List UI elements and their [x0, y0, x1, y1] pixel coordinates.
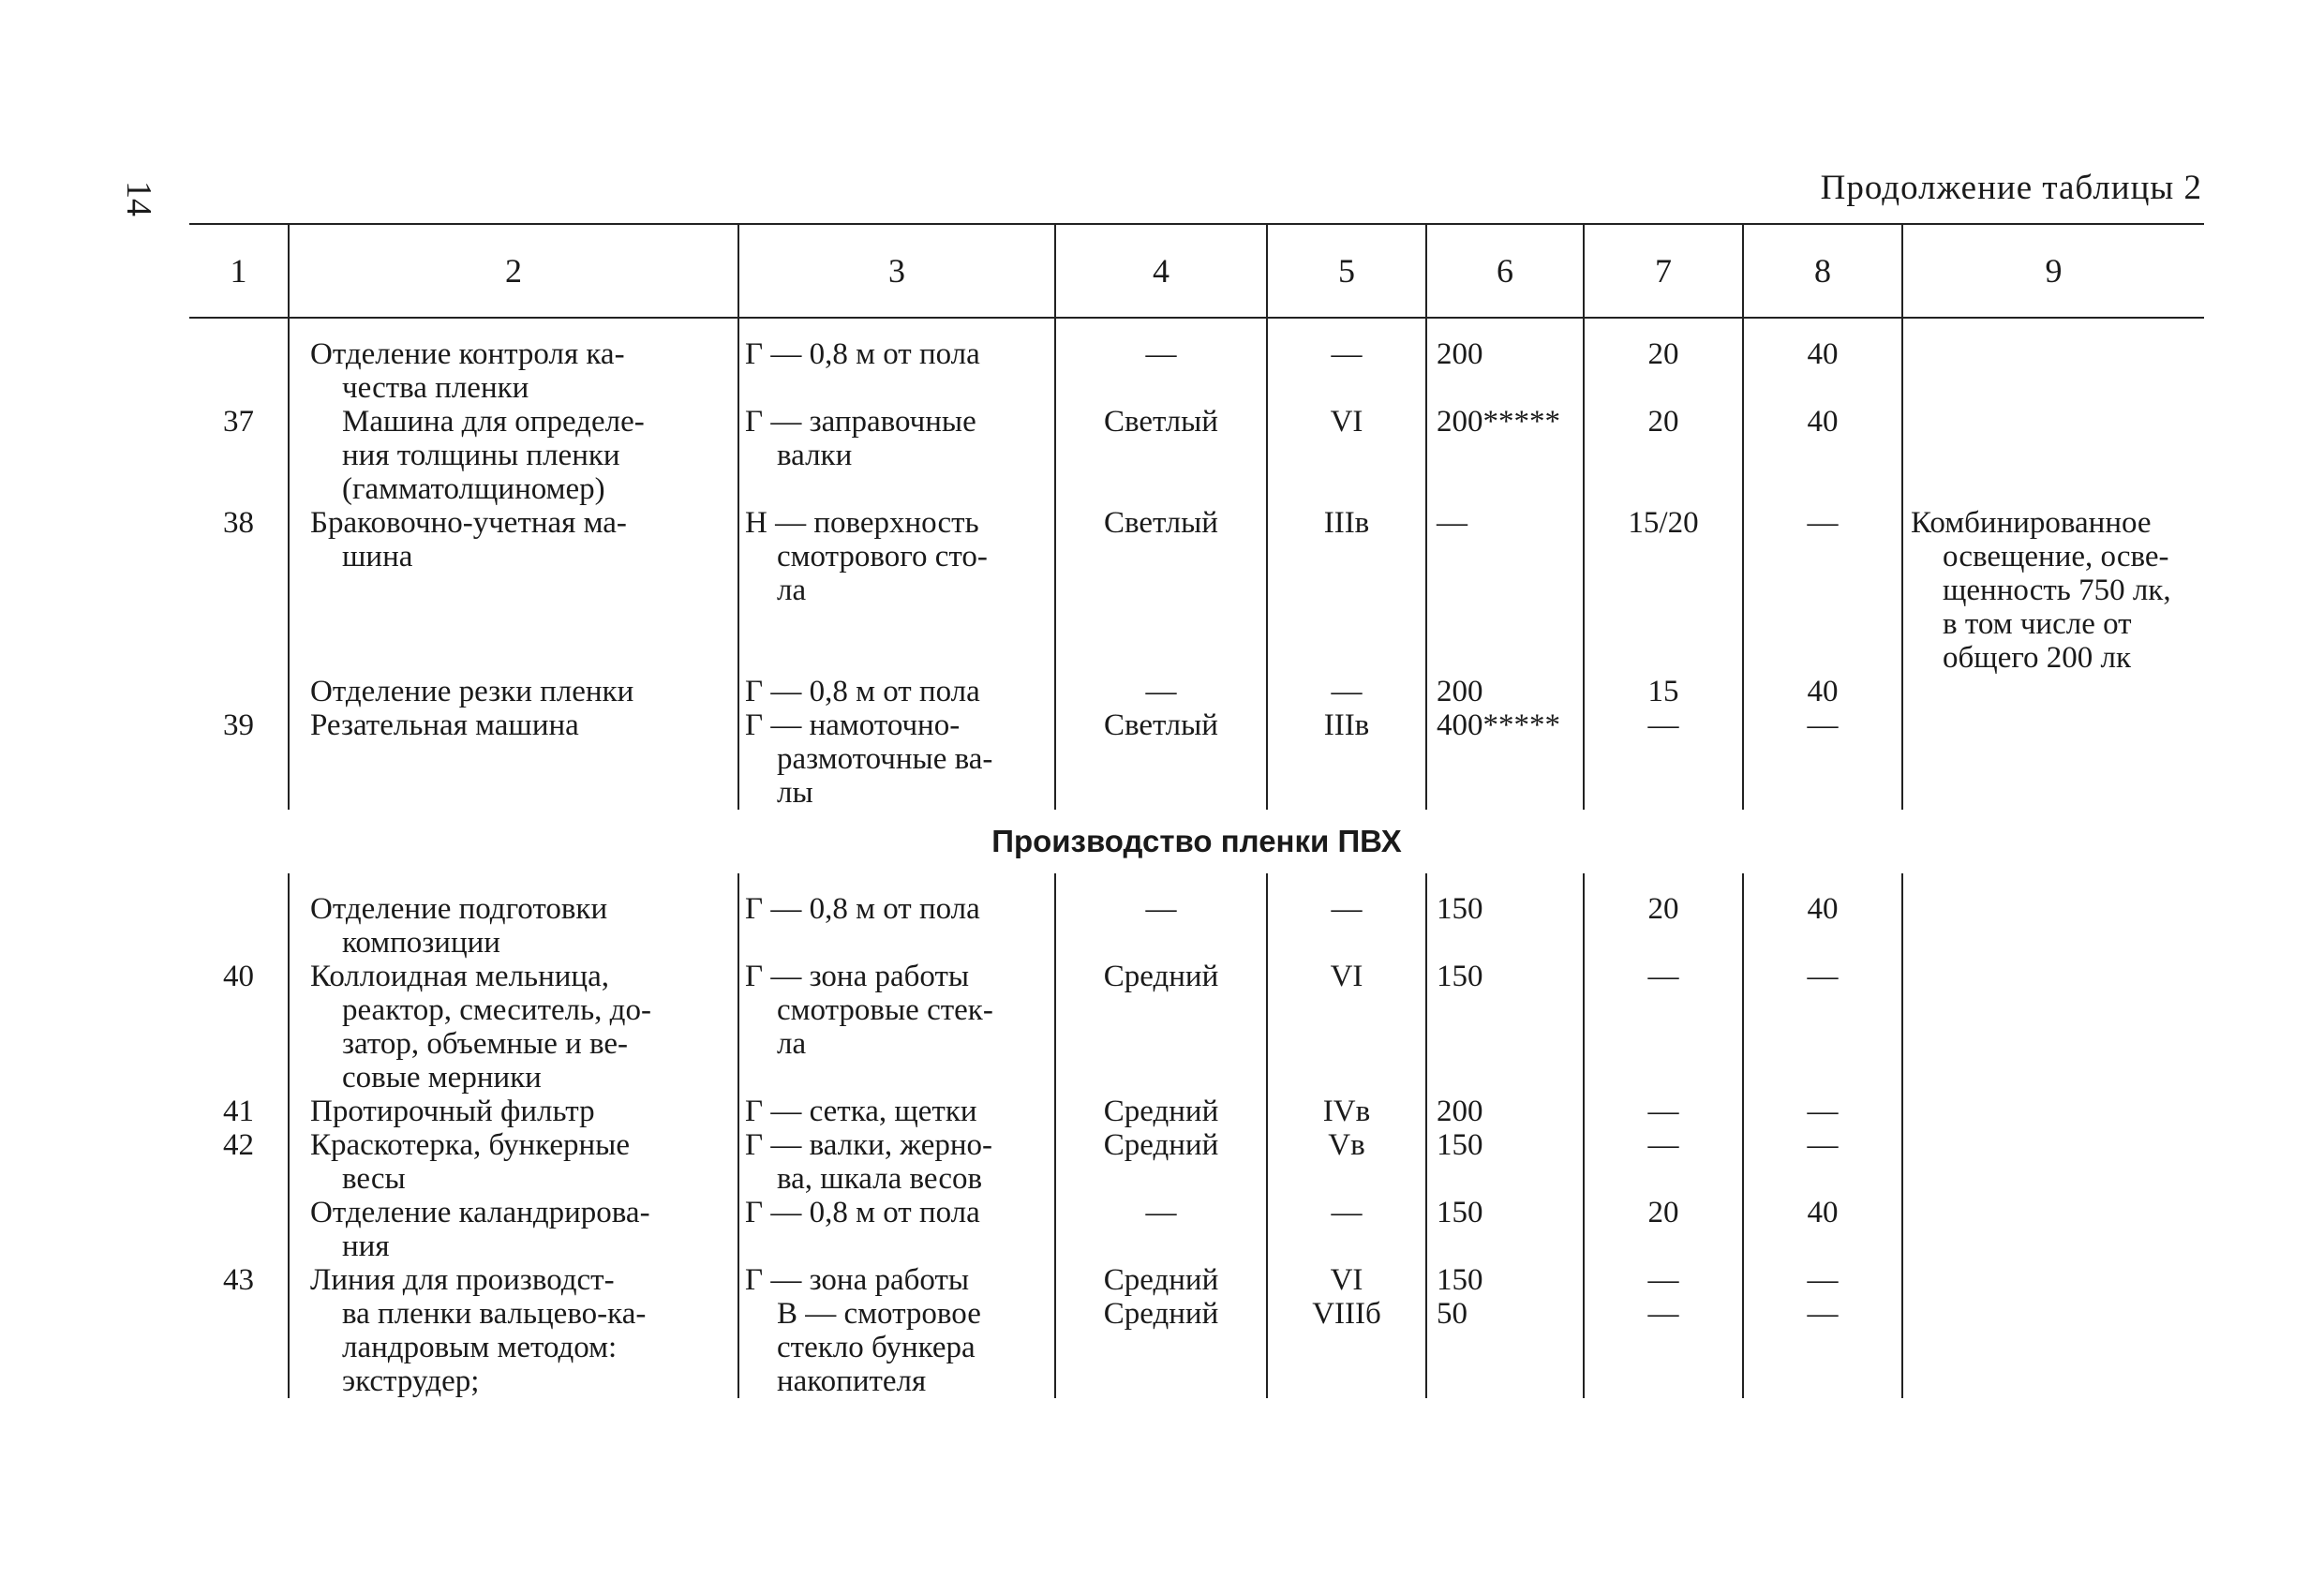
room-equipment-cell — [289, 675, 738, 708]
room-equipment-cell — [289, 960, 738, 1095]
cell-line: ла — [777, 574, 807, 607]
column-7-cell — [1584, 1196, 1743, 1263]
work-category-cell — [1267, 675, 1426, 708]
column-7-cell — [1584, 675, 1743, 708]
cell-value: 15/20 — [1628, 506, 1699, 540]
cell-line: Протирочный фильтр — [310, 1095, 595, 1128]
background-cell — [1055, 1263, 1267, 1398]
work-surface-cell — [738, 337, 1055, 405]
header-row — [189, 224, 2204, 318]
cell-value: — — [1331, 892, 1363, 926]
column-7-cell — [1584, 506, 1743, 675]
cell-line: ния — [342, 1229, 390, 1263]
room-equipment-cell — [289, 892, 738, 960]
cell-value: 40 — [1807, 405, 1839, 439]
column-7-cell — [1584, 1128, 1743, 1196]
page-number: 14 — [119, 181, 158, 216]
cell-line: — — [1807, 1297, 1839, 1331]
cell-line: смотрового сто- — [777, 540, 988, 574]
cell-value: VI — [1330, 960, 1363, 993]
work-category-cell — [1267, 708, 1426, 810]
cell-value: 40 — [1807, 675, 1839, 708]
cell-line: Браковочно-учетная ма- — [310, 506, 627, 540]
cell-value: IVв — [1322, 1095, 1371, 1128]
cell-value: Средний — [1103, 1095, 1219, 1128]
section-row — [189, 810, 2204, 873]
cell-value: 200 — [1437, 337, 1483, 371]
work-surface-cell — [738, 960, 1055, 1095]
cell-value: — — [1807, 506, 1839, 540]
cell-line: Резательная машина — [310, 708, 579, 742]
column-8-cell — [1743, 708, 1902, 810]
cell-line: Отделение контроля ка- — [310, 337, 625, 371]
cell-line: Комбинированное — [1911, 506, 2152, 540]
column-7-cell — [1584, 1095, 1743, 1128]
work-category-cell — [1267, 1128, 1426, 1196]
cell-line: стекло бункера — [777, 1331, 976, 1364]
row-number: 39 — [223, 708, 254, 742]
cell-line: Г — сетка, щетки — [745, 1095, 977, 1128]
work-category-cell — [1267, 892, 1426, 960]
cell-value: 150 — [1437, 892, 1483, 926]
cell-line: Г — зона работы — [745, 1263, 970, 1297]
work-surface-cell — [738, 1095, 1055, 1128]
notes-cell — [1902, 337, 2204, 405]
cell-line: Отделение подготовки — [310, 892, 608, 926]
column-header: 6 — [1426, 224, 1584, 318]
background-cell — [1055, 675, 1267, 708]
cell-line: ва пленки вальцево-ка- — [342, 1297, 647, 1331]
cell-line: Г — 0,8 м от пола — [745, 1196, 980, 1229]
cell-line: VI — [1330, 1263, 1363, 1297]
room-equipment-cell — [289, 1095, 738, 1128]
notes-cell — [1902, 892, 2204, 960]
cell-line: Коллоидная мельница, — [310, 960, 609, 993]
illuminance-cell — [1426, 337, 1584, 405]
cell-value: — — [1331, 337, 1363, 371]
column-8-cell — [1743, 1196, 1902, 1263]
cell-line: совые мерники — [342, 1061, 542, 1095]
row-number: 41 — [223, 1095, 254, 1128]
cell-value: — — [1437, 506, 1467, 540]
work-category-cell — [1267, 1095, 1426, 1128]
room-equipment-cell — [289, 337, 738, 405]
cell-line: Краскотерка, бункерные — [310, 1128, 631, 1162]
cell-line: ва, шкала весов — [777, 1162, 983, 1196]
cell-line: общего 200 лк — [1943, 641, 2132, 675]
column-7-cell — [1584, 708, 1743, 810]
work-category-cell — [1267, 506, 1426, 675]
work-surface-cell — [738, 675, 1055, 708]
column-7-cell — [1584, 405, 1743, 506]
cell-value: — — [1647, 708, 1679, 742]
column-header: 8 — [1743, 224, 1902, 318]
room-equipment-cell — [289, 405, 738, 506]
table-row — [189, 1263, 2204, 1398]
background-cell — [1055, 1196, 1267, 1263]
cell-value: 20 — [1647, 337, 1679, 371]
background-cell — [1055, 960, 1267, 1095]
cell-line: смотровые стек- — [777, 993, 993, 1027]
cell-value: — — [1807, 1128, 1839, 1162]
cell-line: ния толщины пленки — [342, 439, 620, 472]
table-row — [189, 708, 2204, 810]
cell-value: Средний — [1103, 1128, 1219, 1162]
work-surface-cell — [738, 405, 1055, 506]
room-equipment-cell — [289, 1263, 738, 1398]
cell-line: VIIIб — [1312, 1297, 1381, 1331]
column-8-cell — [1743, 1095, 1902, 1128]
work-category-cell — [1267, 337, 1426, 405]
cell-line: весы — [342, 1162, 406, 1196]
column-8-cell — [1743, 892, 1902, 960]
column-8-cell — [1743, 1128, 1902, 1196]
cell-value: 20 — [1647, 892, 1679, 926]
cell-line: в том числе от — [1943, 607, 2132, 641]
table-caption: Продолжение таблицы 2 — [1820, 169, 2202, 207]
cell-line: Средний — [1103, 1297, 1219, 1331]
work-category-cell — [1267, 1263, 1426, 1398]
cell-value: 400***** — [1437, 708, 1560, 742]
notes-cell — [1902, 1128, 2204, 1196]
column-8-cell — [1743, 675, 1902, 708]
column-header: 4 — [1055, 224, 1267, 318]
row-number: 37 — [223, 405, 254, 439]
cell-line: валки — [777, 439, 853, 472]
background-cell — [1055, 337, 1267, 405]
row-number: 43 — [223, 1263, 254, 1297]
cell-value: IIIв — [1323, 506, 1370, 540]
cell-line: Г — 0,8 м от пола — [745, 675, 980, 708]
column-header: 9 — [1902, 224, 2204, 318]
cell-line: освещение, осве- — [1943, 540, 2169, 574]
illuminance-cell — [1426, 675, 1584, 708]
illuminance-cell — [1426, 892, 1584, 960]
section-title: Производство пленки ПВХ — [991, 824, 1402, 858]
cell-line: Отделение каландрирова- — [310, 1196, 650, 1229]
background-cell — [1055, 405, 1267, 506]
column-8-cell — [1743, 960, 1902, 1095]
cell-line: Г — валки, жерно- — [745, 1128, 992, 1162]
background-cell — [1055, 1128, 1267, 1196]
column-header: 5 — [1267, 224, 1426, 318]
cell-line: чества пленки — [342, 371, 529, 405]
table-row — [189, 506, 2204, 675]
cell-value: 150 — [1437, 960, 1483, 993]
spacer-row — [189, 318, 2204, 337]
lighting-norms-table — [189, 223, 2204, 1398]
notes-cell — [1902, 1095, 2204, 1128]
cell-line: ландровым методом: — [342, 1331, 618, 1364]
row-number — [189, 892, 289, 960]
column-8-cell — [1743, 1263, 1902, 1398]
cell-value: — — [1145, 675, 1177, 708]
notes-cell — [1902, 405, 2204, 506]
cell-line: Отделение резки пленки — [310, 675, 634, 708]
section-heading-group — [189, 810, 2204, 873]
cell-line: — — [1807, 1263, 1839, 1297]
row-number — [189, 337, 289, 405]
work-surface-cell — [738, 1263, 1055, 1398]
cell-value: 40 — [1807, 1196, 1839, 1229]
cell-line: 50 — [1437, 1297, 1467, 1331]
cell-line: Г — 0,8 м от пола — [745, 892, 980, 926]
cell-line: экструдер; — [342, 1364, 480, 1398]
room-equipment-cell — [289, 1128, 738, 1196]
work-surface-cell — [738, 1128, 1055, 1196]
cell-value: — — [1807, 708, 1839, 742]
cell-value: 150 — [1437, 1128, 1483, 1162]
background-cell — [1055, 708, 1267, 810]
cell-value: 40 — [1807, 337, 1839, 371]
table-row — [189, 892, 2204, 960]
illuminance-cell — [1426, 960, 1584, 1095]
cell-line: ла — [777, 1027, 807, 1061]
cell-value: Vв — [1328, 1128, 1365, 1162]
table-body-pvc-film — [189, 873, 2204, 1398]
cell-value: IIIв — [1323, 708, 1370, 742]
cell-line: Г — 0,8 м от пола — [745, 337, 980, 371]
illuminance-cell — [1426, 1095, 1584, 1128]
column-7-cell — [1584, 1263, 1743, 1398]
cell-line: шина — [342, 540, 413, 574]
work-category-cell — [1267, 1196, 1426, 1263]
cell-value: 20 — [1647, 405, 1679, 439]
work-surface-cell — [738, 506, 1055, 675]
cell-line: затор, объемные и ве- — [342, 1027, 629, 1061]
cell-value: Светлый — [1104, 708, 1218, 742]
table-row — [189, 405, 2204, 506]
cell-line: реактор, смеситель, до- — [342, 993, 651, 1027]
table-row — [189, 1128, 2204, 1196]
notes-cell — [1902, 708, 2204, 810]
cell-value: — — [1331, 675, 1363, 708]
row-number: 42 — [223, 1128, 254, 1162]
table-row — [189, 337, 2204, 405]
cell-value: Средний — [1103, 960, 1219, 993]
cell-line: композиции — [342, 926, 500, 960]
work-category-cell — [1267, 405, 1426, 506]
cell-value: 150 — [1437, 1196, 1483, 1229]
cell-line: Г — зона работы — [745, 960, 970, 993]
column-header: 7 — [1584, 224, 1743, 318]
cell-value: — — [1807, 1095, 1839, 1128]
background-cell — [1055, 892, 1267, 960]
cell-line: Машина для определе- — [342, 405, 645, 439]
row-number — [189, 1196, 289, 1263]
room-equipment-cell — [289, 1196, 738, 1263]
notes-cell — [1902, 675, 2204, 708]
table-row — [189, 675, 2204, 708]
cell-value: 200 — [1437, 1095, 1483, 1128]
cell-value: VI — [1330, 405, 1363, 439]
cell-value: 15 — [1647, 675, 1679, 708]
cell-value: — — [1647, 960, 1679, 993]
cell-line: Г — намоточно- — [745, 708, 961, 742]
cell-line: Н — поверхность — [745, 506, 979, 540]
cell-value: 200***** — [1437, 405, 1560, 439]
column-7-cell — [1584, 892, 1743, 960]
column-7-cell — [1584, 337, 1743, 405]
table-row — [189, 1095, 2204, 1128]
cell-value: — — [1145, 892, 1177, 926]
room-equipment-cell — [289, 506, 738, 675]
cell-line: (гамматолщиномер) — [342, 472, 605, 506]
table-row — [189, 1196, 2204, 1263]
cell-line: В — смотровое — [777, 1297, 981, 1331]
cell-value: — — [1807, 960, 1839, 993]
illuminance-cell — [1426, 708, 1584, 810]
column-8-cell — [1743, 337, 1902, 405]
illuminance-cell — [1426, 405, 1584, 506]
cell-value: 200 — [1437, 675, 1483, 708]
work-surface-cell — [738, 892, 1055, 960]
table-row — [189, 960, 2204, 1095]
cell-line: размоточные ва- — [777, 742, 993, 776]
column-7-cell — [1584, 960, 1743, 1095]
illuminance-cell — [1426, 1263, 1584, 1398]
cell-line: 150 — [1437, 1263, 1483, 1297]
cell-line: накопителя — [777, 1364, 927, 1398]
cell-value: Светлый — [1104, 506, 1218, 540]
cell-value: — — [1647, 1128, 1679, 1162]
row-number: 40 — [223, 960, 254, 993]
cell-value: — — [1331, 1196, 1363, 1229]
column-header: 3 — [738, 224, 1055, 318]
illuminance-cell — [1426, 506, 1584, 675]
work-surface-cell — [738, 1196, 1055, 1263]
notes-cell — [1902, 1263, 2204, 1398]
cell-value: — — [1647, 1095, 1679, 1128]
cell-line: — — [1647, 1297, 1679, 1331]
notes-cell — [1902, 960, 2204, 1095]
cell-line: щенность 750 лк, — [1943, 574, 2171, 607]
cell-value: 40 — [1807, 892, 1839, 926]
illuminance-cell — [1426, 1196, 1584, 1263]
column-header: 2 — [289, 224, 738, 318]
column-header: 1 — [189, 224, 289, 318]
background-cell — [1055, 506, 1267, 675]
row-number: 38 — [223, 506, 254, 540]
cell-line: лы — [777, 776, 813, 810]
cell-line: — — [1647, 1263, 1679, 1297]
cell-line: Г — заправочные — [745, 405, 976, 439]
spacer-row — [189, 873, 2204, 892]
column-8-cell — [1743, 506, 1902, 675]
work-category-cell — [1267, 960, 1426, 1095]
cell-line: Средний — [1103, 1263, 1219, 1297]
background-cell — [1055, 1095, 1267, 1128]
cell-value: — — [1145, 337, 1177, 371]
work-surface-cell — [738, 708, 1055, 810]
row-number — [189, 675, 289, 708]
notes-cell — [1902, 506, 2204, 675]
table-body-film-control — [189, 318, 2204, 810]
room-equipment-cell — [289, 708, 738, 810]
illuminance-cell — [1426, 1128, 1584, 1196]
cell-value: 20 — [1647, 1196, 1679, 1229]
cell-line: Линия для производст- — [310, 1263, 615, 1297]
notes-cell — [1902, 1196, 2204, 1263]
column-8-cell — [1743, 405, 1902, 506]
cell-value: Светлый — [1104, 405, 1218, 439]
cell-value: — — [1145, 1196, 1177, 1229]
